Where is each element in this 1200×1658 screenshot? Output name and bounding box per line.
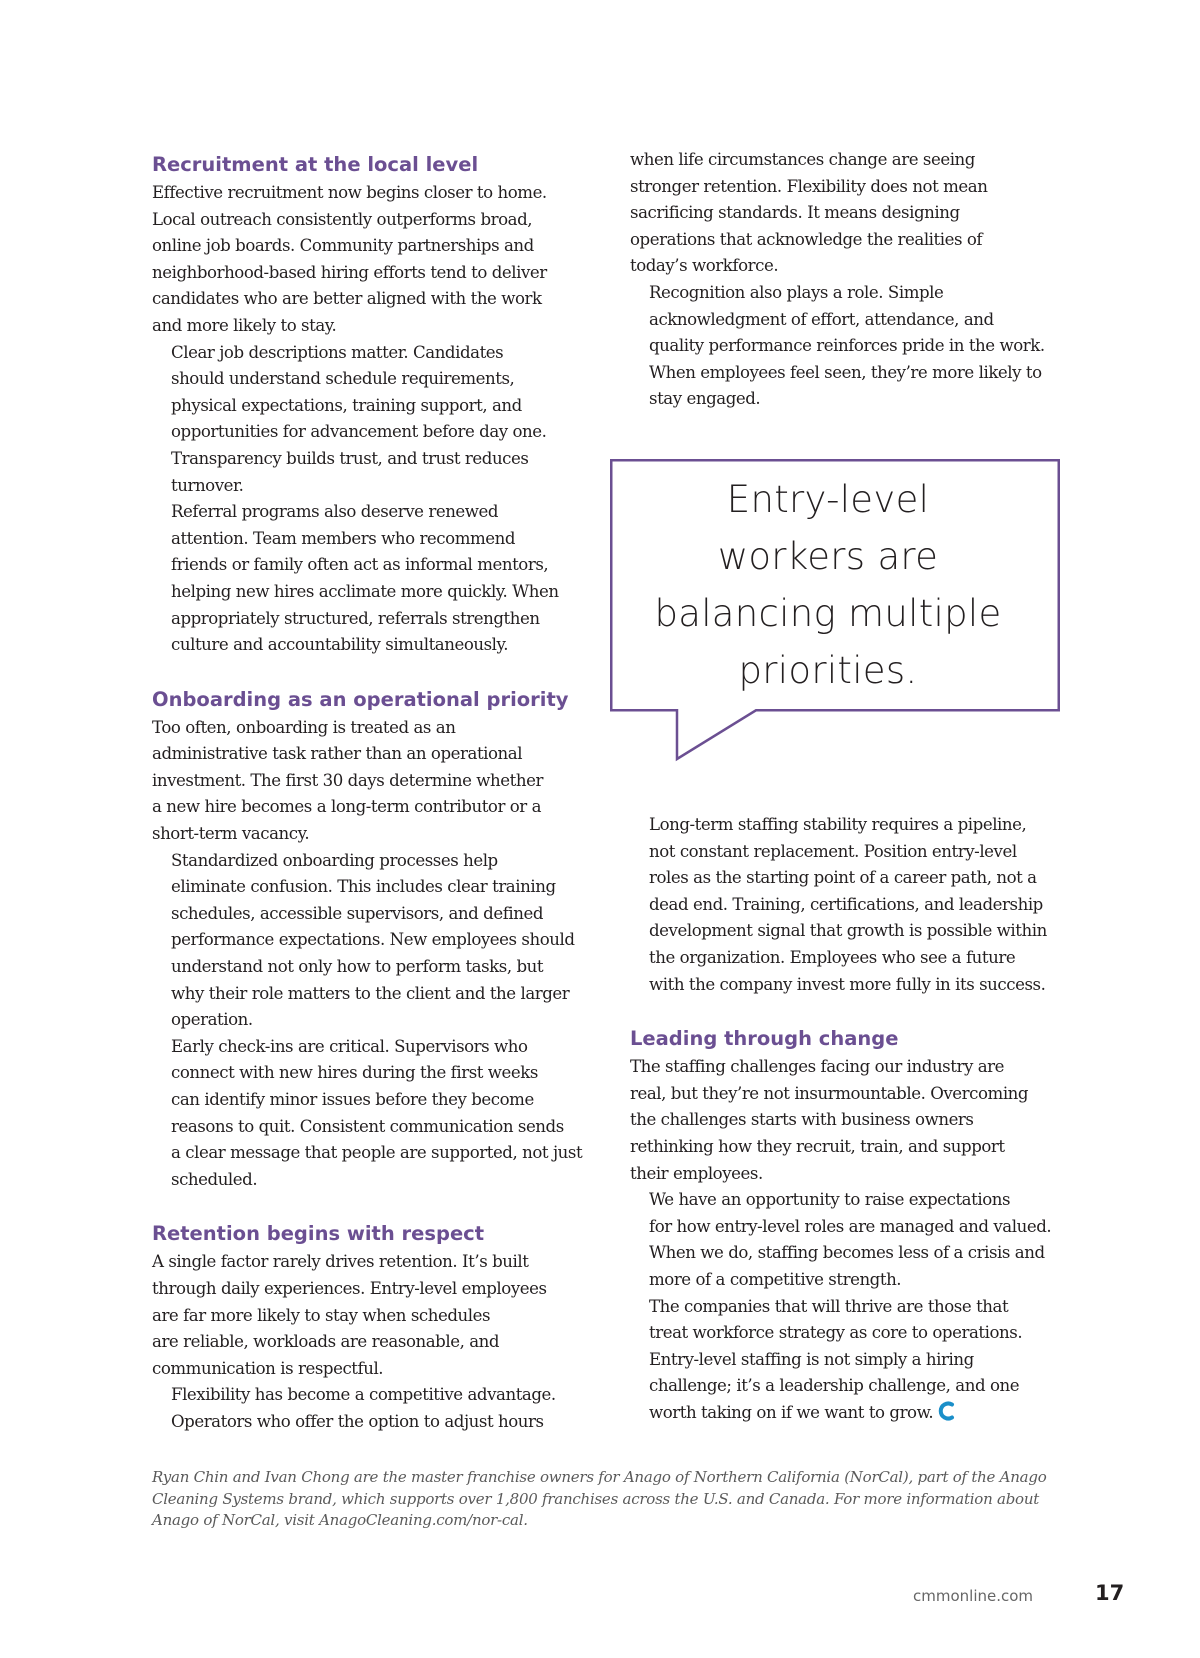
text-line: understand not only how to perform tasks, but (171, 957, 544, 977)
text-line: administrative task rather than an operational (152, 744, 523, 764)
text-line: helping new hires acclimate more quickly. When (171, 581, 559, 601)
right-top-paragraph-1 (630, 147, 1060, 280)
right-bottom-paragraph-1 (630, 812, 1060, 998)
text-line: Referral programs also deserve renewed (171, 502, 499, 522)
text-line: are reliable, workloads are reasonable, and (152, 1332, 500, 1352)
onboarding-paragraph-3 (152, 1034, 583, 1194)
text-line: operations that acknowledge the realities of (630, 229, 983, 249)
text-line: development signal that growth is possible within (649, 921, 1047, 941)
text-line: rethinking how they recruit, train, and support (630, 1136, 1005, 1156)
text-line: investment. The first 30 days determine whether (152, 770, 543, 790)
pull-quote-text (618, 471, 1038, 699)
text-line: turnover. (171, 475, 244, 495)
text-line: The companies that will thrive are those that (649, 1296, 1009, 1316)
text-line: Clear job descriptions matter. Candidates (171, 342, 504, 362)
heading-recruitment: Recruitment at the local level (152, 153, 479, 176)
text-line: culture and accountability simultaneously. (171, 635, 509, 655)
text-line: attention. Team members who recommend (171, 528, 516, 548)
text-line: for how entry-level roles are managed and valued. (649, 1216, 1052, 1236)
right-column-top (630, 147, 1060, 413)
text-line: Cleaning Systems brand, which supports over 1,800 franchises across the U.S. and Canada. For more information about (152, 1489, 1040, 1508)
text-line: Transparency builds trust, and trust reduces (171, 448, 529, 468)
text-line: physical expectations, training support, and (171, 395, 522, 415)
text-line: performance expectations. New employees should (171, 930, 575, 950)
text-line: why their role matters to the client and the larger (171, 983, 570, 1003)
page-number: 17 (1095, 1581, 1125, 1605)
text-line: short-term vacancy. (152, 824, 310, 844)
footer-website: cmmonline.com (913, 1587, 1034, 1605)
text-line: schedules, accessible supervisors, and defined (171, 903, 544, 923)
text-line: priorities. (738, 649, 918, 692)
recruitment-paragraph-2 (152, 340, 577, 500)
text-line: online job boards. Community partnerships and (152, 236, 534, 256)
retention-paragraph-2 (152, 1382, 577, 1435)
text-line: opportunities for advancement before day one. (171, 422, 547, 442)
text-line: workers are (717, 535, 939, 578)
text-line: Local outreach consistently outperforms broad, (152, 209, 533, 229)
text-line: with the company invest more fully in its success. (649, 974, 1046, 994)
text-line: dead end. Training, certifications, and leadership (649, 894, 1043, 914)
text-line: reasons to quit. Consistent communication sends (171, 1116, 564, 1136)
text-line: not constant replacement. Position entry-level (649, 841, 1017, 861)
onboarding-paragraph-2 (152, 848, 577, 1034)
text-line: roles as the starting point of a career path, not a (649, 868, 1037, 888)
text-line: today’s workforce. (630, 256, 779, 276)
text-line: the challenges starts with business owners (630, 1110, 974, 1130)
recruitment-paragraph-3 (152, 499, 577, 659)
text-line: are far more likely to stay when schedules (152, 1305, 491, 1325)
text-line: should understand schedule requirements, (171, 369, 515, 389)
text-line: Anago of NorCal, visit AnagoCleaning.com/nor-cal. (152, 1511, 528, 1529)
text-line: neighborhood-based hiring efforts tend to deliver (152, 262, 547, 282)
text-line: treat workforce strategy as core to operations. (649, 1323, 1023, 1343)
text-line: Operators who offer the option to adjust hours (171, 1411, 544, 1431)
leading-paragraph-3 (630, 1294, 1060, 1427)
text-line: The staffing challenges facing our industry are (630, 1057, 1004, 1077)
heading-leading: Leading through change (630, 1027, 899, 1051)
text-line: real, but they’re not insurmountable. Overcoming (630, 1083, 1029, 1103)
heading-retention: Retention begins with respect (152, 1222, 485, 1246)
text-line: more of a competitive strength. (649, 1269, 902, 1289)
text-line: Early check-ins are critical. Supervisors who (171, 1036, 528, 1056)
text-line: We have an opportunity to raise expectations (649, 1190, 1011, 1210)
text-line: communication is respectful. (152, 1358, 384, 1378)
heading-onboarding: Onboarding as an operational priority (152, 687, 569, 711)
text-line: quality performance reinforces pride in the work. (649, 336, 1045, 356)
text-line: a clear message that people are supported, not just (171, 1143, 583, 1163)
text-line: when life circumstances change are seeing (630, 150, 975, 169)
text-line: challenge; it’s a leadership challenge, and one (649, 1376, 1020, 1396)
text-line: Flexibility has become a competitive advantage. (171, 1385, 556, 1405)
recruitment-paragraph-1 (152, 180, 577, 340)
retention-paragraph-1 (152, 1249, 577, 1382)
text-line: a new hire becomes a long-term contributor or a (152, 797, 542, 817)
text-line: through daily experiences. Entry-level employees (152, 1278, 547, 1298)
text-line: A single factor rarely drives retention. It’s built (152, 1252, 529, 1272)
text-line: Entry-level staffing is not simply a hiring (649, 1349, 974, 1369)
text-line: friends or family often act as informal mentors, (171, 555, 549, 575)
text-line: When employees feel seen, they’re more likely to (649, 362, 1042, 382)
onboarding-paragraph-1 (152, 715, 577, 848)
text-line: Long-term staffing stability requires a pipeline, (649, 815, 1027, 834)
text-line: worth taking on if we want to grow. (630, 1400, 1060, 1427)
text-line: operation. (171, 1010, 253, 1030)
text-line: Standardized onboarding processes help (171, 850, 498, 870)
text-line: can identify minor issues before they become (171, 1090, 534, 1109)
text-line: balancing multiple (654, 592, 1002, 635)
text-line: connect with new hires during the first weeks (171, 1063, 538, 1083)
pull-quote (610, 459, 1060, 764)
text-line: appropriately structured, referrals strengthen (171, 608, 540, 628)
text-line: acknowledgment of effort, attendance, and (649, 309, 994, 329)
text-line: candidates who are better aligned with the work (152, 289, 542, 309)
text-line: their employees. (630, 1163, 763, 1183)
text-line: Ryan Chin and Ivan Chong are the master franchise owners for Anago of Northern California (NorCal), part of the Anago (152, 1468, 1047, 1486)
text-line: stronger retention. Flexibility does not mean (630, 176, 988, 196)
leading-paragraph-1 (630, 1054, 1060, 1187)
text-line: and more likely to stay. (152, 315, 337, 335)
right-column-bottom (630, 812, 1060, 1426)
text-line: Entry-level (726, 478, 930, 521)
text-line: When we do, staffing becomes less of a crisis and (649, 1243, 1045, 1263)
text-line: Too often, onboarding is treated as an (152, 717, 456, 737)
text-line: eliminate confusion. This includes clear training (171, 877, 556, 897)
text-line: stay engaged. (649, 389, 761, 409)
text-line: the organization. Employees who see a future (649, 947, 1016, 967)
left-column (152, 150, 583, 1436)
end-of-article-icon (937, 1401, 955, 1421)
text-line: Effective recruitment now begins closer to home. (152, 183, 547, 202)
text-line: Recognition also plays a role. Simple (649, 282, 944, 302)
author-byline (152, 1467, 1052, 1532)
text-line: scheduled. (171, 1169, 258, 1189)
text-line: sacrificing standards. It means designing (630, 203, 960, 223)
right-top-paragraph-2 (630, 280, 1060, 413)
leading-paragraph-2 (630, 1187, 1060, 1293)
